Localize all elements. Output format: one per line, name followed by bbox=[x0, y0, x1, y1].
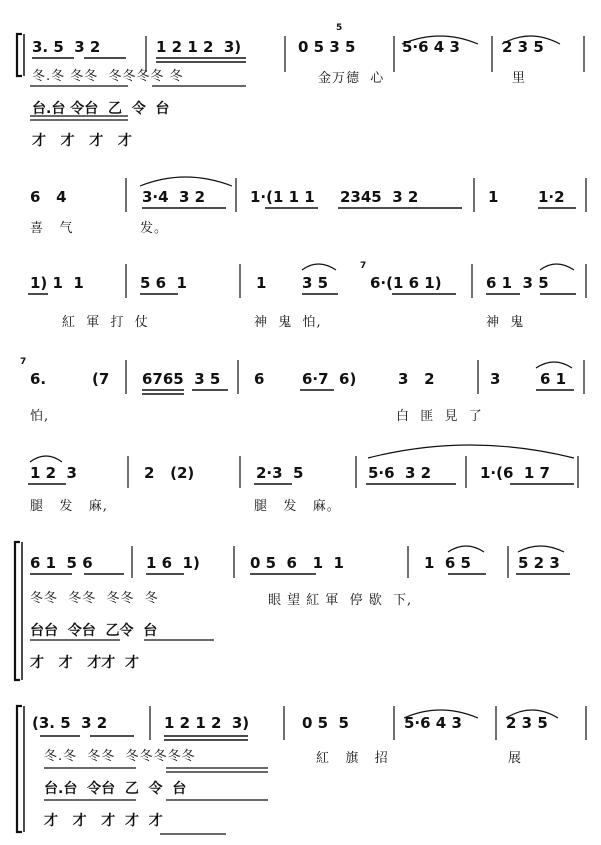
notes-measure-4: 1 6 5 bbox=[424, 554, 471, 572]
notes-measure-1: 1 2 3 bbox=[30, 464, 77, 482]
percussion-line-2: 才 才 才 才 bbox=[32, 133, 132, 149]
lyric-line: 怕, bbox=[30, 409, 50, 424]
lyric-line: 神 鬼 怕, bbox=[254, 315, 322, 330]
notes-measure-4: 5·6 4 3 bbox=[402, 38, 460, 56]
lyric-line: 发。 bbox=[140, 221, 169, 236]
lyric-line: 紅 旗 招 bbox=[316, 751, 389, 766]
notes-measure-2: 3·4 3 2 bbox=[142, 188, 206, 206]
percussion-line-1: 台台 令台 乙令 台 bbox=[30, 623, 158, 639]
lyric-line: 里 bbox=[512, 71, 527, 86]
grace-note: 5 bbox=[336, 23, 343, 33]
lyric-line: 紅 軍 打 仗 bbox=[62, 315, 149, 330]
notes-measure-2: (7 bbox=[92, 370, 110, 388]
percussion-line-1: 台.台 令台 乙 令 台 bbox=[32, 101, 170, 117]
notes-measure-4: 5·6 4 3 bbox=[404, 714, 462, 732]
lyric-line: 神 鬼 bbox=[486, 315, 525, 330]
notes-measure-5: 1·(6 1 7 bbox=[480, 464, 550, 482]
notes-measure-2: 1 2 1 2 3) bbox=[156, 38, 242, 56]
lyric-line: 腿 发 麻。 bbox=[254, 499, 341, 514]
notes-measure-1: (3. 5 3 2 bbox=[32, 714, 108, 732]
notes-measure-1: 6 4 bbox=[30, 188, 67, 206]
lyric-line: 腿 发 麻, bbox=[30, 499, 108, 514]
notes-measure-5: 5 2 3 bbox=[518, 554, 560, 572]
notes-measure-3: 0 5 6 1 1 bbox=[250, 554, 344, 572]
notes-measure-4: 5·6 3 2 bbox=[368, 464, 432, 482]
lyric-line: 白 匪 見 了 bbox=[396, 409, 483, 424]
notes-measure-5: 2 3 5 bbox=[506, 714, 548, 732]
notes-measure-1: 3. 5 3 2 bbox=[32, 38, 101, 56]
grace-note: 7 bbox=[20, 357, 27, 367]
notes-measure-3: 6765 3 5 bbox=[142, 370, 221, 388]
percussion-line-2: 才 才 才 才 才 bbox=[44, 813, 163, 829]
notes-measure-6: 3 2 bbox=[398, 370, 435, 388]
lyric-line: 冬.冬 冬冬 冬冬冬冬冬 bbox=[44, 749, 196, 764]
notes-measure-3: 0 5 5 bbox=[302, 714, 349, 732]
lyric-line: 冬.冬 冬冬 冬冬冬冬 冬 bbox=[32, 69, 184, 84]
lyric-line: 眼 望 紅 軍 停 歇 下, bbox=[268, 593, 413, 608]
percussion-line-1: 台.台 令台 乙 令 台 bbox=[44, 781, 187, 797]
notes-measure-2: 5 6 1 bbox=[140, 274, 187, 292]
notes-measure-5: 6·7 6) bbox=[302, 370, 357, 388]
percussion-line-2: 才 才 才才 才 bbox=[30, 655, 139, 671]
notes-measure-3: 0 5 3 5 bbox=[298, 38, 356, 56]
notes-measure-2: 1 6 1) bbox=[146, 554, 200, 572]
notes-measure-5: 2 3 5 bbox=[502, 38, 544, 56]
notes-measure-2: 1 2 1 2 3) bbox=[164, 714, 250, 732]
notes-measure-3: 2·3 5 bbox=[256, 464, 304, 482]
notes-measure-4: 3 5 bbox=[302, 274, 329, 292]
lyric-line: 展 bbox=[508, 751, 523, 766]
notes-measure-3: 1·(1 1 1 bbox=[250, 188, 315, 206]
grace-note: 7 bbox=[360, 261, 367, 271]
notes-measure-1: 6. bbox=[30, 370, 47, 388]
notes-measure-1: 1) 1 1 bbox=[30, 274, 84, 292]
notes-measure-7: 3 bbox=[490, 370, 501, 388]
notes-measure-2: 2 (2) bbox=[144, 464, 195, 482]
notes-measure-5: 1 bbox=[488, 188, 499, 206]
notes-measure-8: 6 1 bbox=[540, 370, 567, 388]
notes-measure-1: 6 1 5 6 bbox=[30, 554, 93, 572]
notes-measure-6: 6 1 3 5 bbox=[486, 274, 549, 292]
lyric-line: 金万德 心 bbox=[318, 71, 385, 86]
lyric-line: 冬冬 冬冬 冬冬 冬 bbox=[30, 591, 159, 606]
notes-measure-4: 6 bbox=[254, 370, 265, 388]
notes-measure-6: 1·2 bbox=[538, 188, 565, 206]
lyric-line: 喜 气 bbox=[30, 221, 74, 236]
notes-measure-5: 6·(1 6 1) bbox=[370, 274, 442, 292]
notes-measure-4: 2345 3 2 bbox=[340, 188, 419, 206]
notes-measure-3: 1 bbox=[256, 274, 267, 292]
